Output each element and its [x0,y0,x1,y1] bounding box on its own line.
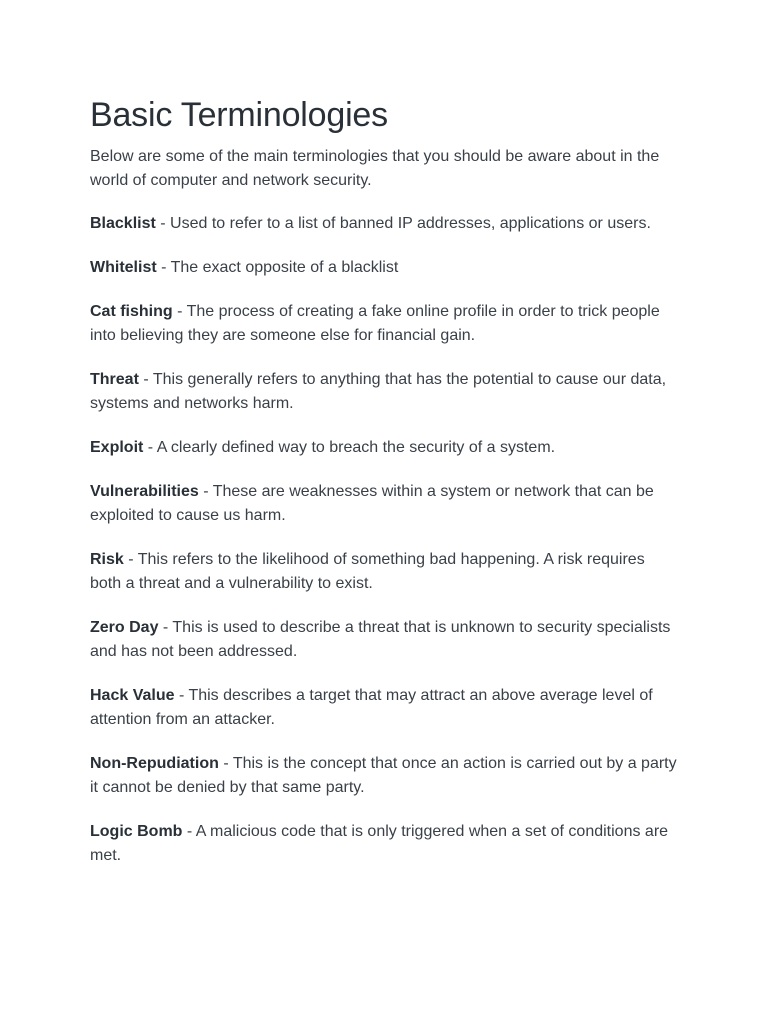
term-definition: The process of creating a fake online profile in order to trick people into believing they are someone else for financial gain. [90,303,660,344]
term-definition: The exact opposite of a blacklist [170,259,399,276]
term-item-exploit [90,436,680,460]
intro-paragraph: Below are some of the main terminologies that you should be aware about in the world of computer and network security. [90,148,660,189]
term-definition: This refers to the likelihood of something bad happening. A risk requires both a threat and a vulnerability to exist. [90,551,645,592]
term-name: Blacklist [90,215,156,232]
term-separator: - [123,551,138,568]
term-separator: - [138,371,153,388]
term-item-non-repudiation [90,752,680,800]
term-list [90,212,690,868]
term-name: Cat fishing [90,303,173,320]
term-name: Vulnerabilities [90,483,199,500]
term-name: Whitelist [90,259,157,276]
document-page [90,94,690,888]
term-name: Non-Repudiation [90,755,219,772]
term-item-risk [90,548,680,596]
term-separator: - [182,823,196,840]
term-separator: - [198,483,213,500]
term-definition: This generally refers to anything that has the potential to cause our data, systems and networks harm. [90,371,667,412]
term-name: Exploit [90,439,144,456]
term-name: Logic Bomb [90,823,183,840]
term-item-vulnerabilities [90,480,680,528]
term-item-zero-day [90,616,680,664]
term-definition: Used to refer to a list of banned IP addresses, applications or users. [170,215,651,232]
term-name: Hack Value [90,687,175,704]
term-definition: This is the concept that once an action is carried out by a party it cannot be denied by that same party. [90,755,677,796]
term-item-logic-bomb [90,820,680,868]
term-item-whitelist [90,256,680,280]
term-name: Risk [90,551,124,568]
term-separator: - [156,259,171,276]
term-item-blacklist [90,212,680,236]
term-item-cat-fishing [90,300,680,348]
term-definition: These are weaknesses within a system or network that can be exploited to cause us harm. [90,483,654,524]
term-definition: A clearly defined way to breach the security of a system. [156,439,556,456]
term-separator: - [143,439,157,456]
term-item-hack-value [90,684,680,732]
term-definition: This describes a target that may attract an above average level of attention from an attacker. [90,687,653,728]
term-separator: - [158,619,173,636]
term-separator: - [155,215,171,232]
term-name: Zero Day [90,619,159,636]
term-separator: - [172,303,187,320]
page-title: Basic Terminologies [90,96,388,134]
term-definition: This is used to describe a threat that is unknown to security specialists and has not been addressed. [90,619,671,660]
term-separator: - [174,687,189,704]
term-separator: - [218,755,233,772]
term-name: Threat [90,371,139,388]
term-item-threat [90,368,680,416]
term-definition: A malicious code that is only triggered when a set of conditions are met. [90,823,669,864]
